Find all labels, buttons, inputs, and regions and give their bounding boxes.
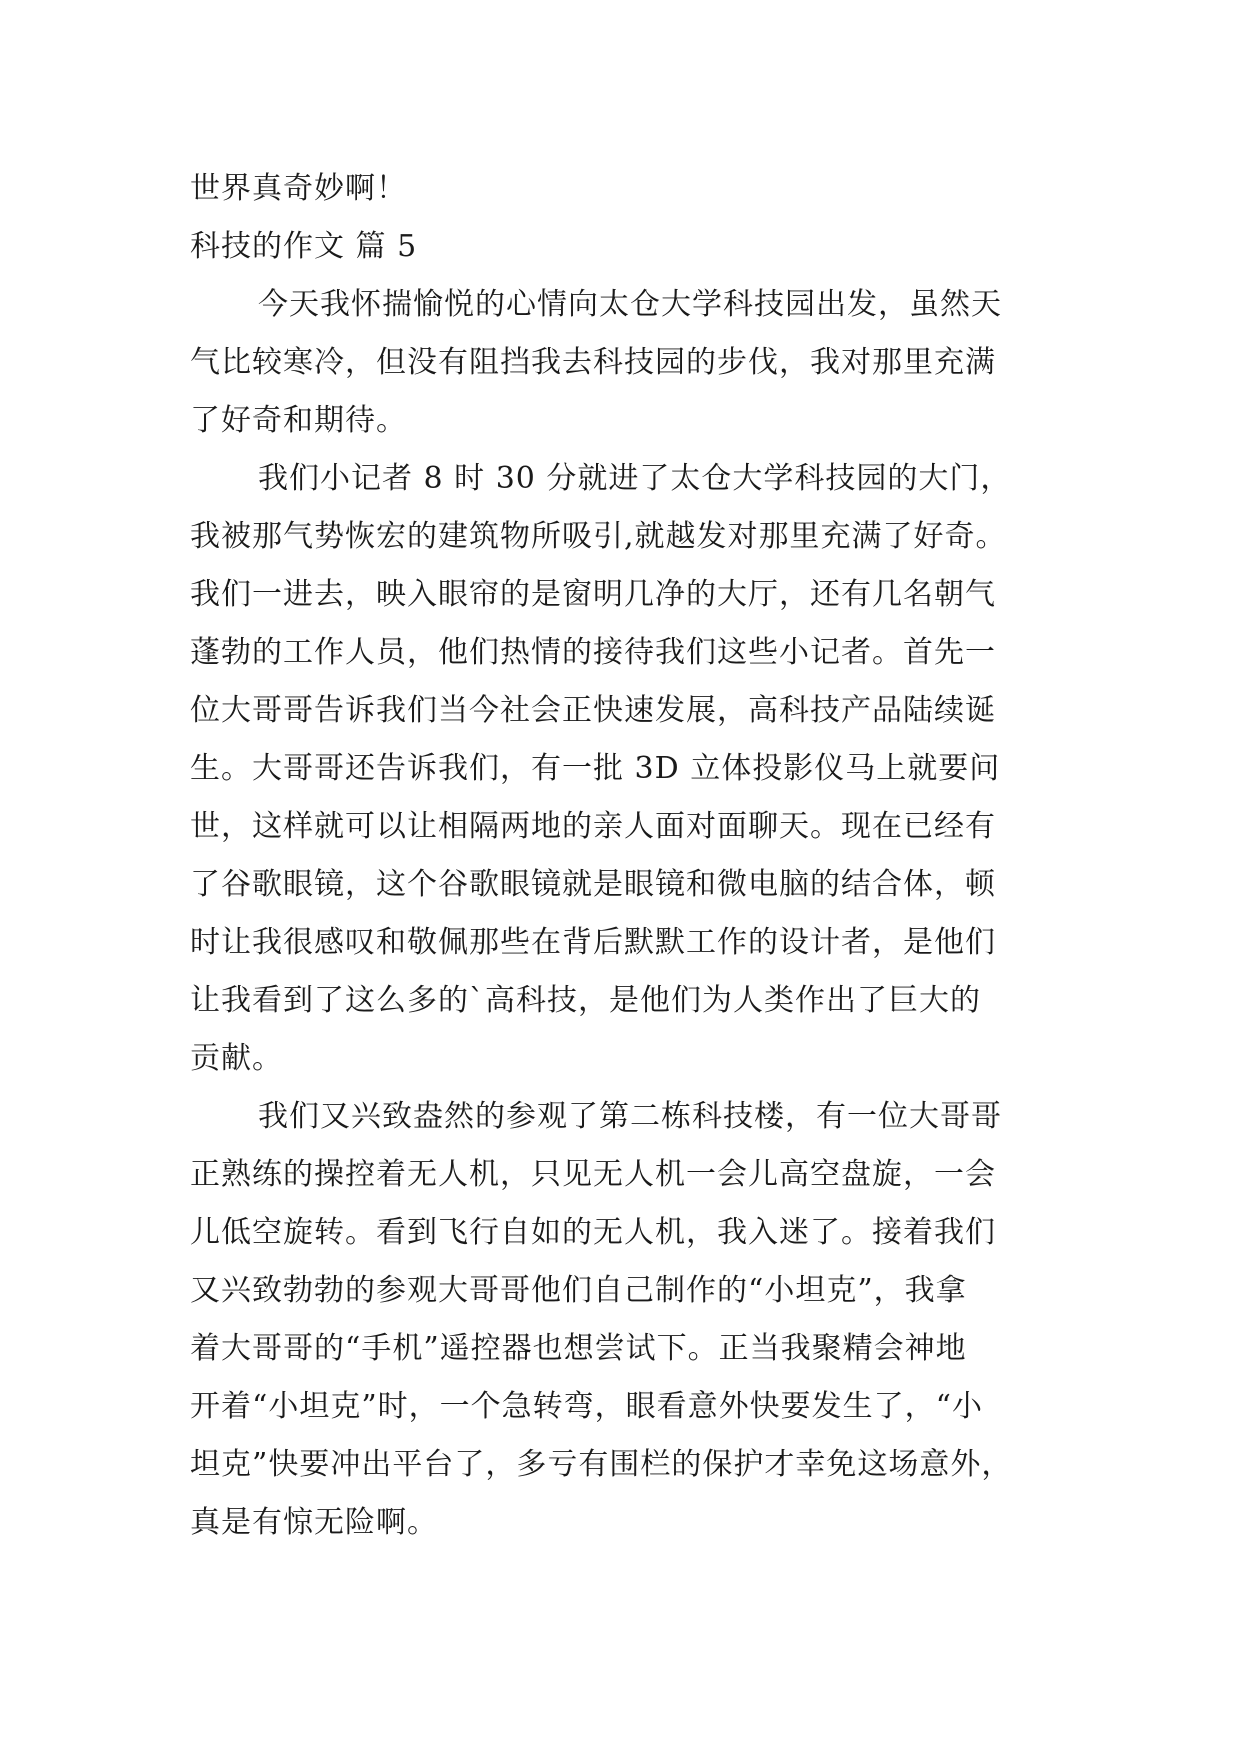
paragraph-1 [190,276,1050,450]
paragraph-line: 真是有惊无险啊。 [190,1505,438,1540]
paragraph-line: 正熟练的操控着无人机，只见无人机一会儿高空盘旋，一会 [190,1157,996,1192]
paragraph-line: 着大哥哥的“手机”遥控器也想尝试下。正当我聚精会神地 [190,1331,967,1366]
paragraph-line: 了谷歌眼镜，这个谷歌眼镜就是眼镜和微电脑的结合体，顿 [190,867,996,902]
paragraph-line: 气比较寒冷，但没有阻挡我去科技园的步伐，我对那里充满 [190,345,996,380]
paragraph-line: 儿低空旋转。看到飞行自如的无人机，我入迷了。接着我们 [190,1215,996,1250]
paragraph-line: 位大哥哥告诉我们当今社会正快速发展，高科技产品陆续诞 [190,693,996,728]
essay-heading: 科技的作文 篇 5 [190,229,418,264]
paragraph-line: 我们又兴致盎然的参观了第二栋科技楼，有一位大哥哥 [258,1099,1002,1134]
paragraph-line: 我们一进去，映入眼帘的是窗明几净的大厅，还有几名朝气 [190,577,996,612]
paragraph-line: 开着“小坦克”时，一个急转弯，眼看意外快要发生了，“小 [190,1389,984,1424]
paragraph-line: 我们小记者 8 时 30 分就进了太仓大学科技园的大门， [258,461,1012,496]
paragraph-line: 世，这样就可以让相隔两地的亲人面对面聊天。现在已经有 [190,809,996,844]
paragraph-line: 又兴致勃勃的参观大哥哥他们自己制作的“小坦克”，我拿 [190,1273,967,1308]
paragraph-line: 生。大哥哥还告诉我们，有一批 3D 立体投影仪马上就要问 [190,751,1001,786]
paragraph-line: 蓬勃的工作人员，他们热情的接待我们这些小记者。首先一 [190,635,996,670]
document-body [190,160,1050,1552]
paragraph-line: 贡献。 [190,1041,283,1076]
paragraph-3 [190,1088,1050,1552]
paragraph-line: 坦克”快要冲出平台了，多亏有围栏的保护才幸免这场意外， [190,1447,1013,1482]
paragraph-line: 让我看到了这么多的`高科技，是他们为人类作出了巨大的 [190,983,981,1018]
paragraph-line: 我被那气势恢宏的建筑物所吸引,就越发对那里充满了好奇。 [190,519,1007,554]
paragraph-line: 今天我怀揣愉悦的心情向太仓大学科技园出发，虽然天 [258,287,1002,322]
paragraph-line: 了好奇和期待。 [190,403,407,438]
intro-line: 世界真奇妙啊！ [190,171,407,206]
paragraph-2 [190,450,1050,1088]
paragraph-line: 时让我很感叹和敬佩那些在背后默默工作的设计者，是他们 [190,925,996,960]
